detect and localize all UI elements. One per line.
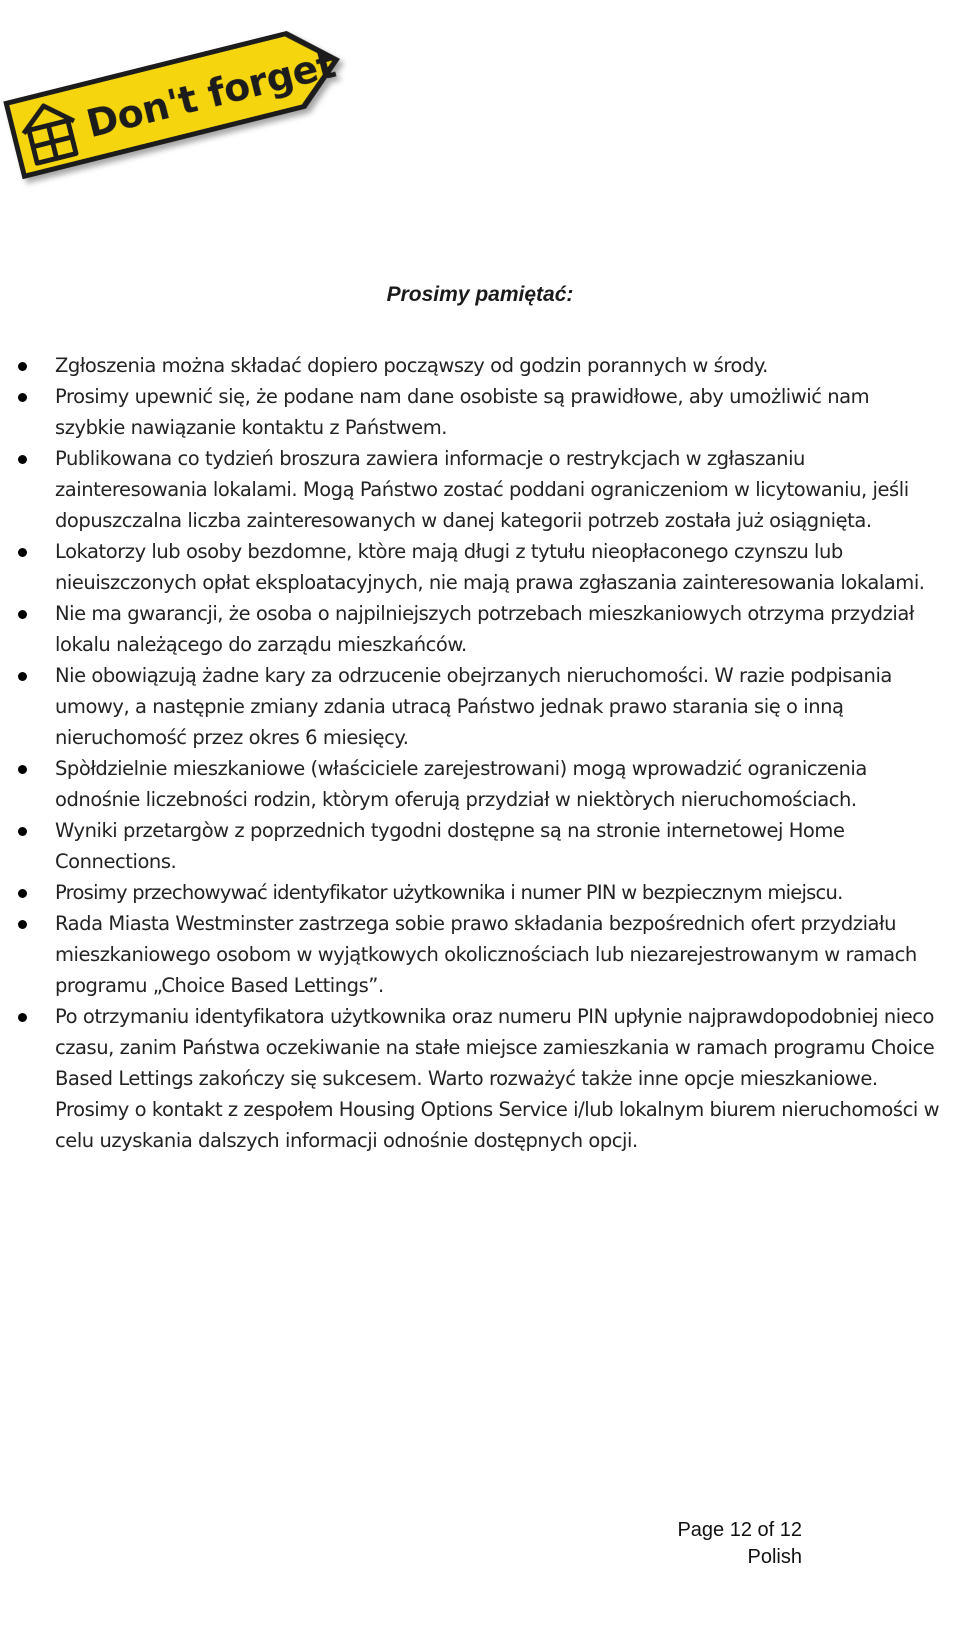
reminder-list xyxy=(0,350,960,1156)
bullet-icon xyxy=(18,548,27,557)
list-item xyxy=(0,443,960,536)
list-item xyxy=(0,753,960,815)
bullet-icon xyxy=(18,672,27,681)
bullet-icon xyxy=(18,827,27,836)
list-item xyxy=(0,381,960,443)
list-item-text: Lokatorzy lub osoby bezdomne, ktòre mają długi z tytułu nieopłaconego czynszu lub nieuiszczonych opłat eksploatacyjnych, nie mają prawa zgłaszania zainteresowania lokalami. xyxy=(55,540,925,594)
list-item-text: Nie obowiązują żadne kary za odrzucenie obejrzanych nieruchomości. W razie podpisania umowy, a następnie zmiany zdania utracą Państwo jednak prawo starania się o inną nieruchomość przez okres 6 miesięcy. xyxy=(55,664,892,749)
bullet-icon xyxy=(18,765,27,774)
bullet-icon xyxy=(18,393,27,402)
list-item-text: Rada Miasta Westminster zastrzega sobie prawo składania bezpośrednich ofert przydziału mieszkaniowego osobom w wyjątkowych okolicznościach lub niezarejestrowanym w ramach programu „Choice Based Lettings”. xyxy=(55,912,917,997)
list-item xyxy=(0,815,960,877)
list-item xyxy=(0,350,960,381)
list-item-text: Nie ma gwarancji, że osoba o najpilniejszych potrzebach mieszkaniowych otrzyma przydział lokalu należącego do zarządu mieszkańców. xyxy=(55,602,914,656)
section-heading: Prosimy pamiętać: xyxy=(386,283,574,306)
list-item-text: Po otrzymaniu identyfikatora użytkownika oraz numeru PIN upłynie najprawdopodobniej nieco czasu, zanim Państwa oczekiwanie na stałe miejsce zamieszkania w ramach programu Choice Based Lettings zakończy się sukcesem. Warto rozważyć także inne opcje mieszkaniowe. Prosimy o kontakt z zespołem Housing Options Service i/lub lokalnym biurem nieruchomości w celu uzyskania dalszych informacji odnośnie dostępnych opcji. xyxy=(55,1005,940,1152)
page-footer xyxy=(677,1517,802,1571)
list-item xyxy=(0,660,960,753)
list-item-text: Prosimy upewnić się, że podane nam dane osobiste są prawidłowe, aby umożliwić nam szybkie nawiązanie kontaktu z Państwem. xyxy=(55,385,870,439)
list-item xyxy=(0,598,960,660)
list-item-text: Wyniki przetargòw z poprzednich tygodni dostępne są na stronie internetowej Home Connections. xyxy=(55,819,845,873)
bullet-icon xyxy=(18,920,27,929)
list-item-text: Publikowana co tydzień broszura zawiera informacje o restrykcjach w zgłaszaniu zainteresowania lokalami. Mogą Państwo zostać poddani ograniczeniom w licytowaniu, jeśli dopuszczalna liczba zainteresowanych w danej kategorii potrzeb została już osiągnięta. xyxy=(55,447,909,532)
bullet-icon xyxy=(18,362,27,371)
bullet-icon xyxy=(18,455,27,464)
list-item xyxy=(0,536,960,598)
list-item-text: Zgłoszenia można składać dopiero począwszy od godzin porannych w środy. xyxy=(55,354,768,377)
list-item xyxy=(0,1001,960,1156)
bullet-icon xyxy=(18,889,27,898)
page-number: Page 12 of 12 xyxy=(677,1519,802,1541)
dont-forget-sign xyxy=(0,0,380,200)
bullet-icon xyxy=(18,610,27,619)
list-item xyxy=(0,877,960,908)
sign-text: Don't forget xyxy=(82,42,340,147)
list-item-text: Spòłdzielnie mieszkaniowe (właściciele zarejestrowani) mogą wprowadzić ograniczenia odnośnie liczebności rodzin, ktòrym oferują przydział w niektòrych nieruchomościach. xyxy=(55,757,867,811)
list-item xyxy=(0,908,960,1001)
bullet-icon xyxy=(18,1013,27,1022)
language-label: Polish xyxy=(747,1546,802,1568)
list-item-text: Prosimy przechowywać identyfikator użytkownika i numer PIN w bezpiecznym miejscu. xyxy=(55,881,843,904)
